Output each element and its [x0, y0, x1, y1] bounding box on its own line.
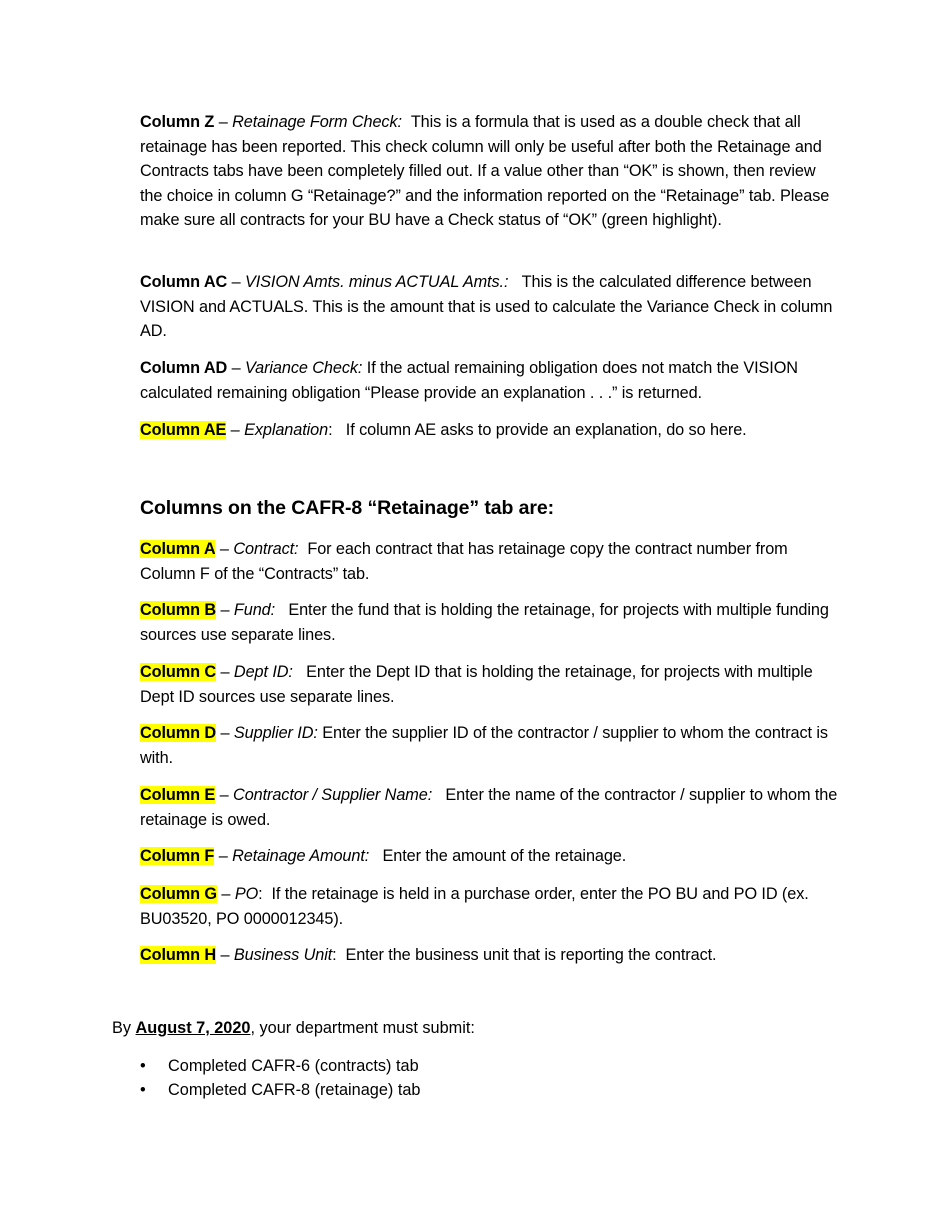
dash: – — [219, 786, 229, 804]
dash: – — [230, 421, 240, 439]
column-description: This is a formula that is used as a double check that all retainage has been reported. This check column will only be useful after both the Retainage and Contracts tabs have been completely filled out. If a value other than “OK” is shown, then review the choice in column G “Retainage?” and the information reported on the “Retainage” tab. Please make sure all contracts for your BU have a Check status of “OK” (green highlight). — [140, 113, 830, 229]
dash: – — [231, 359, 241, 377]
column-term: Dept ID: — [233, 663, 293, 681]
column-term: Business Unit — [233, 946, 333, 964]
submission-prefix: By — [112, 1019, 132, 1037]
column-label: Column AE — [140, 421, 227, 439]
column-label: Column AD — [140, 359, 228, 377]
column-label: Column E — [140, 786, 216, 804]
dash: – — [220, 601, 230, 619]
submission-deadline: August 7, 2020 — [135, 1019, 251, 1037]
list-item — [140, 1078, 420, 1102]
column-description: Enter the name of the contractor / supplier to whom the retainage is owed. — [140, 786, 838, 829]
column-label: Column B — [140, 601, 217, 619]
entry-column-ae — [140, 418, 840, 443]
column-term: Retainage Amount: — [232, 847, 370, 865]
term-colon: : — [332, 946, 337, 964]
entry-column-b — [140, 598, 840, 647]
dash: – — [220, 946, 230, 964]
dash: – — [218, 847, 228, 865]
column-description: Enter the business unit that is reporting the contract. — [345, 946, 717, 964]
term-colon: : — [328, 421, 333, 439]
entry-column-ad — [140, 356, 840, 405]
submission-list — [140, 1054, 420, 1102]
column-label: Column AC — [140, 273, 228, 291]
bullet-icon: • — [140, 1081, 146, 1099]
column-description: For each contract that has retainage copy the contract number from Column F of the “Contracts” tab. — [140, 540, 788, 583]
entry-column-h — [140, 943, 840, 968]
list-item — [140, 1054, 420, 1078]
column-description: Enter the fund that is holding the retainage, for projects with multiple funding sources use separate lines. — [140, 601, 829, 644]
column-term: Contractor / Supplier Name: — [233, 786, 433, 804]
submission-suffix: , your department must submit: — [250, 1019, 475, 1037]
column-label: Column D — [140, 724, 217, 742]
list-item-text: Completed CAFR-8 (retainage) tab — [168, 1081, 421, 1099]
entry-column-ac — [140, 270, 840, 344]
column-description: Enter the supplier ID of the contractor / supplier to whom the contract is with. — [140, 724, 828, 767]
entry-column-g — [140, 882, 840, 931]
column-label: Column Z — [140, 113, 215, 131]
column-term: Contract: — [233, 540, 299, 558]
column-description: Enter the amount of the retainage. — [382, 847, 627, 865]
term-colon: : — [258, 885, 263, 903]
column-description: If the retainage is held in a purchase order, enter the PO BU and PO ID (ex. BU03520, PO 0000012345). — [140, 885, 809, 928]
column-term: Supplier ID: — [233, 724, 318, 742]
entry-column-e — [140, 783, 840, 832]
column-term: Fund: — [233, 601, 276, 619]
dash: – — [219, 540, 229, 558]
dash: – — [221, 885, 231, 903]
dash: – — [218, 113, 228, 131]
dash: – — [231, 273, 241, 291]
submission-deadline-line — [112, 1016, 475, 1041]
column-term: Retainage Form Check: — [232, 113, 402, 131]
entry-column-z — [140, 110, 840, 233]
column-term: Explanation — [244, 421, 329, 439]
column-description: If column AE asks to provide an explanation, do so here. — [345, 421, 747, 439]
column-label: Column G — [140, 885, 217, 903]
section-heading: Columns on the CAFR-8 “Retainage” tab are: — [140, 497, 555, 519]
entry-column-a — [140, 537, 840, 586]
entry-column-c — [140, 660, 840, 709]
column-label: Column F — [140, 847, 215, 865]
entry-column-d — [140, 721, 840, 770]
column-term: PO — [234, 885, 259, 903]
dash: – — [220, 663, 230, 681]
entry-column-f — [140, 844, 840, 869]
column-term: VISION Amts. minus ACTUAL Amts.: — [244, 273, 509, 291]
column-description: This is the calculated difference between VISION and ACTUALS. This is the amount that is used to calculate the Variance Check in column AD. — [140, 273, 833, 340]
column-label: Column C — [140, 663, 217, 681]
column-label: Column H — [140, 946, 217, 964]
bullet-icon: • — [140, 1057, 146, 1075]
column-description: Enter the Dept ID that is holding the retainage, for projects with multiple Dept ID sources use separate lines. — [140, 663, 813, 706]
column-description: If the actual remaining obligation does not match the VISION calculated remaining obligation “Please provide an explanation . . .” is returned. — [140, 359, 798, 402]
list-item-text: Completed CAFR-6 (contracts) tab — [168, 1057, 419, 1075]
column-label: Column A — [140, 540, 216, 558]
column-term: Variance Check: — [244, 359, 363, 377]
dash: – — [220, 724, 230, 742]
